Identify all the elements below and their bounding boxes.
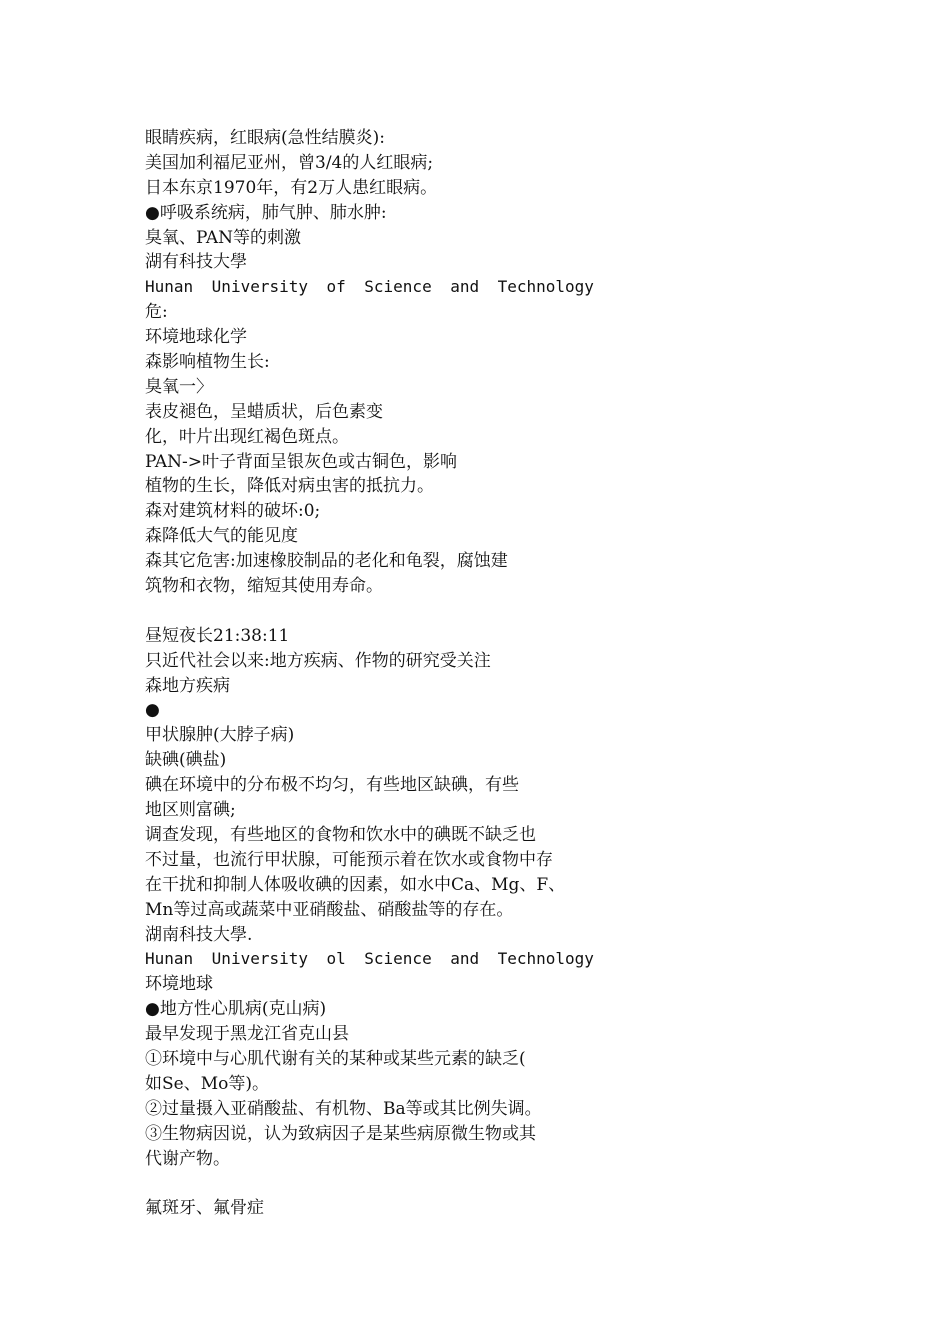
word: Technology	[497, 277, 594, 297]
word: Science	[364, 277, 432, 297]
text-line: 缺碘(碘盐)	[145, 750, 227, 771]
text-line: ①环境中与心肌代谢有关的某种或某些元素的缺乏(	[145, 1048, 526, 1069]
text-line: ●地方性心肌病(克山病)	[145, 999, 327, 1020]
text-line: 不过量，也流行甲状腺，可能预示着在饮水或食物中存	[145, 849, 553, 870]
text-line: 氟斑牙、氟骨症	[145, 1198, 264, 1219]
text-line: 最早发现于黑龙江省克山县	[145, 1024, 349, 1045]
text-line: 如Se、Mo等)。	[145, 1073, 269, 1094]
text-line: ②过量摄入亚硝酸盐、有机物、Ba等或其比例失调。	[145, 1098, 542, 1119]
text-line: 美国加利福尼亚州，曾3/4的人红眼病;	[145, 152, 434, 173]
text-line: 化，叶片出现红褐色斑点。	[145, 426, 349, 447]
text-line: ③生物病因说，认为致病因子是某些病原微生物或其	[145, 1123, 536, 1144]
text-line: 代谢产物。	[145, 1148, 230, 1169]
text-line: 只近代社会以来:地方疾病、作物的研究受关注	[145, 650, 491, 671]
text-line: 森地方疾病	[145, 675, 230, 696]
text-line: 甲状腺肿(大脖子病)	[145, 725, 295, 746]
word: and	[450, 277, 480, 297]
text-line: 昼短夜长21:38:11	[145, 625, 290, 646]
blank-line	[145, 599, 615, 624]
word: Technology	[497, 949, 594, 969]
word: University	[211, 949, 308, 969]
word: ol	[326, 949, 346, 969]
word: Science	[364, 949, 432, 969]
university-name-line	[145, 275, 594, 300]
university-name-line	[145, 947, 594, 972]
word: of	[326, 277, 346, 297]
text-line: 湖南科技大學.	[145, 924, 253, 945]
text-line: PAN->叶子背面呈银灰色或古铜色，影响	[145, 451, 458, 472]
text-line: 环境地球化学	[145, 327, 247, 348]
text-line: 植物的生长，降低对病虫害的抵抗力。	[145, 476, 434, 497]
text-line: 臭氧、PAN等的刺激	[145, 227, 302, 248]
word: Hunan	[145, 949, 194, 969]
blank-line	[145, 1171, 615, 1196]
text-line: 地区则富碘;	[145, 800, 236, 821]
text-line: 森其它危害:加速橡胶制品的老化和龟裂，腐蚀建	[145, 551, 508, 572]
word: University	[211, 277, 308, 297]
text-line: Mn等过高或蔬菜中亚硝酸盐、硝酸盐等的存在。	[145, 899, 514, 920]
word: Hunan	[145, 277, 194, 297]
text-line: 湖有科技大學	[145, 252, 247, 273]
word: and	[450, 949, 480, 969]
text-line: 筑物和衣物，缩短其使用寿命。	[145, 576, 383, 597]
text-line: 调查发现，有些地区的食物和饮水中的碘既不缺乏也	[145, 824, 536, 845]
text-line: ●呼吸系统病，肺气肿、肺水肿:	[145, 202, 387, 223]
text-line: 眼睛疾病，红眼病(急性结膜炎):	[145, 128, 385, 148]
text-line: 环境地球	[145, 974, 213, 995]
document-body	[145, 126, 615, 1221]
text-line: 臭氧一〉	[145, 376, 213, 397]
text-line: 危:	[145, 302, 168, 323]
text-line: 在干扰和抑制人体吸收碘的因素，如水中Ca、Mg、F、	[145, 874, 566, 895]
text-line: 森对建筑材料的破坏:0;	[145, 501, 321, 522]
bullet-line: ●	[145, 700, 160, 721]
text-line: 表皮褪色，呈蜡质状，后色素变	[145, 401, 383, 422]
text-line: 森影响植物生长:	[145, 352, 270, 373]
text-line: 森降低大气的能见度	[145, 526, 298, 547]
text-line: 日本东京1970年，有2万人患红眼病。	[145, 177, 438, 198]
text-line: 碘在环境中的分布极不均匀，有些地区缺碘，有些	[145, 775, 519, 796]
